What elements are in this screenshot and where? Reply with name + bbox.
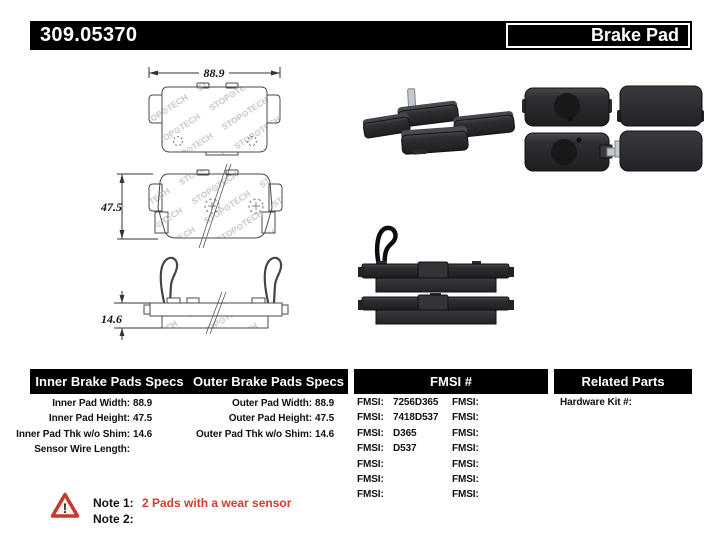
pad-profile-top <box>358 261 514 292</box>
related-parts-column <box>560 397 692 412</box>
fmsi-row: FMSI: 7256D365 <box>357 397 439 408</box>
product-name: Brake Pad <box>590 25 679 45</box>
fmsi-row: FMSI: <box>452 412 479 424</box>
photo-pad-set-grid <box>522 83 704 175</box>
notes-section <box>50 492 291 527</box>
pad-back-bottom-left <box>525 133 615 171</box>
fmsi-row: FMSI: <box>452 427 479 439</box>
photo-pad-profile <box>356 221 516 336</box>
note-lines <box>93 495 291 527</box>
spec-row: Inner Pad Height: 47.5 <box>48 413 153 425</box>
fmsi-header-bar <box>354 369 548 394</box>
pad-front <box>401 126 469 156</box>
outer-specs-column <box>178 397 348 443</box>
related-row: Hardware Kit #: <box>560 397 632 408</box>
photo-pad-set-angled <box>352 84 518 172</box>
technical-drawing <box>100 62 350 362</box>
product-name-box <box>506 23 690 48</box>
pad-back-top-left <box>522 88 612 126</box>
spec-row: Outer Pad Thk w/o Shim: 14.6 <box>195 428 335 440</box>
pad-profile-bottom <box>358 293 514 324</box>
specs-header-bar <box>30 369 348 394</box>
note-2: Note 2: <box>93 512 134 526</box>
outer-specs-header: Outer Brake Pads Specs <box>192 374 345 389</box>
friction-profile <box>162 316 268 328</box>
spec-row: Inner Pad Thk w/o Shim: 14.6 <box>16 428 153 440</box>
fmsi-column-right <box>452 397 546 505</box>
fmsi-row: FMSI: <box>452 458 479 470</box>
fmsi-column-left <box>357 397 451 505</box>
svg-text:!: ! <box>62 500 68 516</box>
dim-height-label: 47.5 <box>101 200 122 214</box>
spec-row: Outer Pad Width: 88.9 <box>232 398 335 409</box>
fmsi-row: FMSI: <box>357 489 384 501</box>
spec-row: Inner Pad Width: 88.9 <box>52 398 153 409</box>
spec-row: Outer Pad Height: 47.5 <box>228 413 335 425</box>
title-bar <box>30 21 692 50</box>
pad-front-top-right <box>617 86 704 126</box>
part-number: 309.05370 <box>40 24 138 46</box>
spec-row: Sensor Wire Length: <box>34 444 130 456</box>
dim-width-label: 88.9 <box>203 66 225 80</box>
fmsi-header: FMSI # <box>430 374 472 389</box>
inner-specs-header: Inner Brake Pads Specs <box>35 374 184 389</box>
fmsi-row: FMSI: <box>452 443 479 455</box>
fmsi-row: FMSI: <box>357 473 384 485</box>
related-header: Related Parts <box>581 374 665 389</box>
width-dimension <box>149 66 280 80</box>
dim-thickness-label: 14.6 <box>101 312 122 326</box>
fmsi-row: FMSI: <box>452 473 479 485</box>
note-1: Note 1: 2 Pads with a wear sensor <box>93 496 292 510</box>
fmsi-row: FMSI: <box>452 397 479 408</box>
pad-middle-view <box>149 170 282 238</box>
pad-front-bottom-right <box>615 131 702 171</box>
inner-specs-column <box>16 397 166 459</box>
warning-icon <box>50 492 80 519</box>
fmsi-row: FMSI: D537 <box>357 443 417 455</box>
related-header-bar <box>554 369 692 394</box>
fmsi-row: FMSI: <box>452 489 479 501</box>
pad-top-view <box>149 83 280 155</box>
fmsi-row: FMSI: 7418D537 <box>357 412 439 424</box>
fmsi-row: FMSI: D365 <box>357 427 417 439</box>
fmsi-row: FMSI: <box>357 458 384 470</box>
